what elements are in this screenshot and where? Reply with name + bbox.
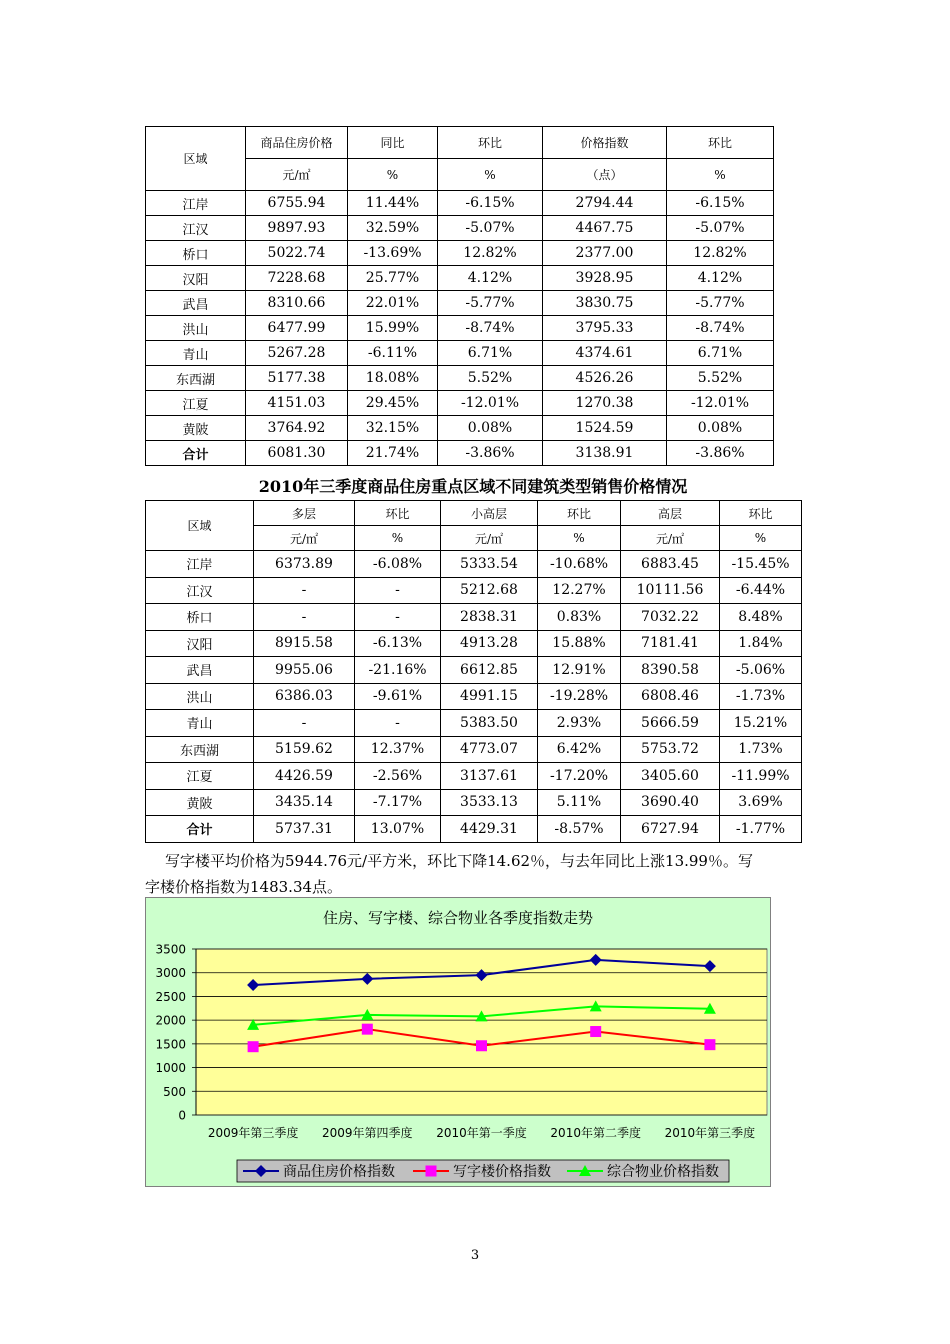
row-label: 黄陂 [146,416,246,441]
chart-title: 住房、写字楼、综合物业各季度指数走势 [322,909,594,927]
table-building-type-prices [145,500,802,843]
table-cell: 5753.72 [621,736,720,763]
row-label: 青山 [146,341,246,366]
table-cell: 2794.44 [543,191,667,216]
table-cell: 6612.85 [441,657,538,684]
table-row [146,441,774,466]
table-cell: 12.91% [538,657,621,684]
table-cell: -5.06% [720,657,802,684]
table-cell: -21.16% [355,657,441,684]
table-cell: 4991.15 [441,683,538,710]
table-cell: 4773.07 [441,736,538,763]
table-cell: -1.77% [720,816,802,843]
table-cell: 11.44% [348,191,438,216]
table-cell: -19.28% [538,683,621,710]
legend-marker [426,1166,437,1177]
plot-area [155,943,767,1141]
table-header-row [146,127,774,159]
table-cell: 5737.31 [254,816,355,843]
table-cell: -12.01% [438,391,543,416]
table-row [146,266,774,291]
legend-label: 综合物业价格指数 [607,1164,719,1180]
table-cell: 0.83% [538,604,621,631]
table-cell: 6373.89 [254,551,355,578]
table-cell: -17.20% [538,763,621,790]
x-tick-label: 2010年第三季度 [664,1126,756,1140]
table-cell: 5333.54 [441,551,538,578]
unit-high: 元/㎡ [621,526,720,551]
table-cell: 4.12% [667,266,774,291]
table-cell: 5.11% [538,789,621,816]
table-cell: -6.08% [355,551,441,578]
paragraph-line-2: 字楼价格指数为1483.34点。 [145,878,343,896]
table-cell: 4151.03 [246,391,348,416]
table-cell: 7181.41 [621,630,720,657]
table-cell: 2838.31 [441,604,538,631]
table-cell: -7.17% [355,789,441,816]
table-cell: 8915.58 [254,630,355,657]
legend-label: 商品住房价格指数 [283,1164,395,1180]
header-small-high: 小高层 [441,501,538,526]
table-cell: 10111.56 [621,577,720,604]
header-index: 价格指数 [543,127,667,159]
table-cell: 6727.94 [621,816,720,843]
table-cell: -15.45% [720,551,802,578]
table-cell: -10.68% [538,551,621,578]
table-cell: 6.71% [667,341,774,366]
row-label: 江汉 [146,216,246,241]
table-cell: - [254,604,355,631]
table-row [146,191,774,216]
table-cell: 4.12% [438,266,543,291]
x-tick-label: 2009年第三季度 [207,1126,299,1140]
table-cell: 5212.68 [441,577,538,604]
table-row [146,366,774,391]
unit-mom: % [438,159,543,191]
table-cell: 3928.95 [543,266,667,291]
unit-mom2: % [538,526,621,551]
table-cell: 1524.59 [543,416,667,441]
row-label: 江汉 [146,577,254,604]
table-cell: 3405.60 [621,763,720,790]
y-tick-label: 2500 [155,989,186,1004]
table-row [146,216,774,241]
table-cell: 32.15% [348,416,438,441]
y-tick-label: 1000 [155,1061,186,1076]
table-cell: 3690.40 [621,789,720,816]
table-cell: 15.88% [538,630,621,657]
table-cell: 6883.45 [621,551,720,578]
table-cell: 12.82% [438,241,543,266]
table-cell: 3.69% [720,789,802,816]
table-cell: 5022.74 [246,241,348,266]
table-cell: 4467.75 [543,216,667,241]
table-cell: 6808.46 [621,683,720,710]
row-label: 洪山 [146,683,254,710]
table-cell: -11.99% [720,763,802,790]
table-cell: 12.82% [667,241,774,266]
table-cell: 12.37% [355,736,441,763]
header-mom2: 环比 [667,127,774,159]
row-label: 江夏 [146,763,254,790]
row-label: 武昌 [146,291,246,316]
table-cell: 4913.28 [441,630,538,657]
table-row [146,416,774,441]
office-price-paragraph [145,848,805,900]
row-label: 江岸 [146,191,246,216]
header-high: 高层 [621,501,720,526]
unit-small-high: 元/㎡ [441,526,538,551]
header-multi: 多层 [254,501,355,526]
header-region: 区域 [146,501,254,551]
table-row [146,763,802,790]
header-mom3: 环比 [720,501,802,526]
table-row [146,316,774,341]
table-cell: 3830.75 [543,291,667,316]
table-row [146,551,802,578]
table-cell: 1.73% [720,736,802,763]
table-cell: -5.07% [667,216,774,241]
table-cell: 9955.06 [254,657,355,684]
table-row [146,341,774,366]
table-cell: - [355,710,441,737]
row-label: 东西湖 [146,366,246,391]
table-cell: 6755.94 [246,191,348,216]
table-cell: 3435.14 [254,789,355,816]
table-cell: 6.42% [538,736,621,763]
table-cell: 22.01% [348,291,438,316]
table-cell: 32.59% [348,216,438,241]
table-row [146,241,774,266]
table-row [146,710,802,737]
table-row [146,291,774,316]
table-row [146,630,802,657]
table-cell: 18.08% [348,366,438,391]
table-row [146,736,802,763]
table-cell: 6477.99 [246,316,348,341]
table-cell: -3.86% [438,441,543,466]
table-cell: 5666.59 [621,710,720,737]
unit-mom1: % [355,526,441,551]
index-trend-chart [145,897,771,1187]
table-district-prices [145,126,774,466]
table-cell: 5159.62 [254,736,355,763]
table-cell: - [254,710,355,737]
row-label: 黄陂 [146,789,254,816]
table-cell: 21.74% [348,441,438,466]
table-cell: 9897.93 [246,216,348,241]
row-label: 江岸 [146,551,254,578]
table-row [146,657,802,684]
row-label: 江夏 [146,391,246,416]
table-cell: - [254,577,355,604]
table-cell: 3795.33 [543,316,667,341]
table-cell: -12.01% [667,391,774,416]
table-row [146,789,802,816]
table-cell: -9.61% [355,683,441,710]
table-cell: 6081.30 [246,441,348,466]
table-cell: 0.08% [438,416,543,441]
table-cell: 3533.13 [441,789,538,816]
header-mom1: 环比 [355,501,441,526]
unit-mom2: % [667,159,774,191]
table-cell: 6386.03 [254,683,355,710]
y-tick-label: 3500 [155,942,186,957]
unit-yoy: % [348,159,438,191]
unit-index: （点） [543,159,667,191]
table-header-row [146,501,802,526]
y-tick-label: 3000 [155,966,186,981]
table-cell: -6.11% [348,341,438,366]
y-tick-label: 1500 [155,1037,186,1052]
header-price: 商品住房价格 [246,127,348,159]
row-label: 武昌 [146,657,254,684]
table-cell: -3.86% [667,441,774,466]
table-cell: 4526.26 [543,366,667,391]
table-cell: 1270.38 [543,391,667,416]
header-mom: 环比 [438,127,543,159]
x-tick-label: 2010年第二季度 [550,1126,641,1140]
data-point [248,1041,259,1052]
table-cell: 15.21% [720,710,802,737]
table-cell: 3138.91 [543,441,667,466]
row-label: 汉阳 [146,630,254,657]
table-cell: 29.45% [348,391,438,416]
table-cell: 8.48% [720,604,802,631]
table-cell: -6.44% [720,577,802,604]
table-row [146,577,802,604]
row-label: 合计 [146,441,246,466]
table-cell: 5.52% [438,366,543,391]
table-cell: 4429.31 [441,816,538,843]
table-cell: -6.13% [355,630,441,657]
table-cell: -6.15% [667,191,774,216]
table-row [146,391,774,416]
table-cell: 3137.61 [441,763,538,790]
row-label: 青山 [146,710,254,737]
table-cell: -8.57% [538,816,621,843]
row-label: 桥口 [146,604,254,631]
table-cell: -5.07% [438,216,543,241]
row-label: 汉阳 [146,266,246,291]
table-cell: 2.93% [538,710,621,737]
table-cell: -13.69% [348,241,438,266]
table-cell: -5.77% [438,291,543,316]
table-cell: 5267.28 [246,341,348,366]
table-row [146,683,802,710]
row-label: 洪山 [146,316,246,341]
table-cell: 6.71% [438,341,543,366]
table-cell: 4426.59 [254,763,355,790]
unit-multi: 元/㎡ [254,526,355,551]
table-cell: -1.73% [720,683,802,710]
table-cell: 0.08% [667,416,774,441]
table-cell: 12.27% [538,577,621,604]
table-cell: - [355,577,441,604]
row-label: 桥口 [146,241,246,266]
x-tick-label: 2009年第四季度 [322,1126,413,1140]
y-tick-label: 500 [163,1084,186,1099]
x-tick-label: 2010年第一季度 [436,1126,527,1140]
table-cell: 5383.50 [441,710,538,737]
data-point [590,1026,601,1037]
data-point [362,1024,373,1035]
table-cell: 4374.61 [543,341,667,366]
table-cell: 8310.66 [246,291,348,316]
legend-label: 写字楼价格指数 [453,1164,551,1180]
y-tick-label: 2000 [155,1013,186,1028]
table-cell: 2377.00 [543,241,667,266]
header-region: 区域 [146,127,246,191]
table-cell: 5177.38 [246,366,348,391]
table-cell: 25.77% [348,266,438,291]
data-point [704,1039,715,1050]
table2-title: 2010年三季度商品住房重点区域不同建筑类型销售价格情况 [258,477,688,496]
table-cell: 13.07% [355,816,441,843]
unit-mom3: % [720,526,802,551]
y-tick-label: 0 [178,1108,186,1123]
table-cell: 7228.68 [246,266,348,291]
table-cell: 5.52% [667,366,774,391]
table-cell: 15.99% [348,316,438,341]
table-cell: -8.74% [667,316,774,341]
table-cell: -6.15% [438,191,543,216]
row-label: 合计 [146,816,254,843]
table-cell: -8.74% [438,316,543,341]
table-cell: 3764.92 [246,416,348,441]
row-label: 东西湖 [146,736,254,763]
page-number: 3 [470,1248,480,1263]
table-cell: - [355,604,441,631]
table-cell: 7032.22 [621,604,720,631]
table-cell: -2.56% [355,763,441,790]
chart-legend [237,1160,729,1182]
paragraph-line-1: 写字楼平均价格为5944.76元/平方米，环比下降14.62％，与去年同比上涨13.99％。写 [165,852,753,870]
table-cell: -5.77% [667,291,774,316]
table-row [146,604,802,631]
data-point [476,1040,487,1051]
table-cell: 1.84% [720,630,802,657]
table-cell: 8390.58 [621,657,720,684]
unit-price: 元/㎡ [246,159,348,191]
table-row [146,816,802,843]
header-mom2: 环比 [538,501,621,526]
header-yoy: 同比 [348,127,438,159]
